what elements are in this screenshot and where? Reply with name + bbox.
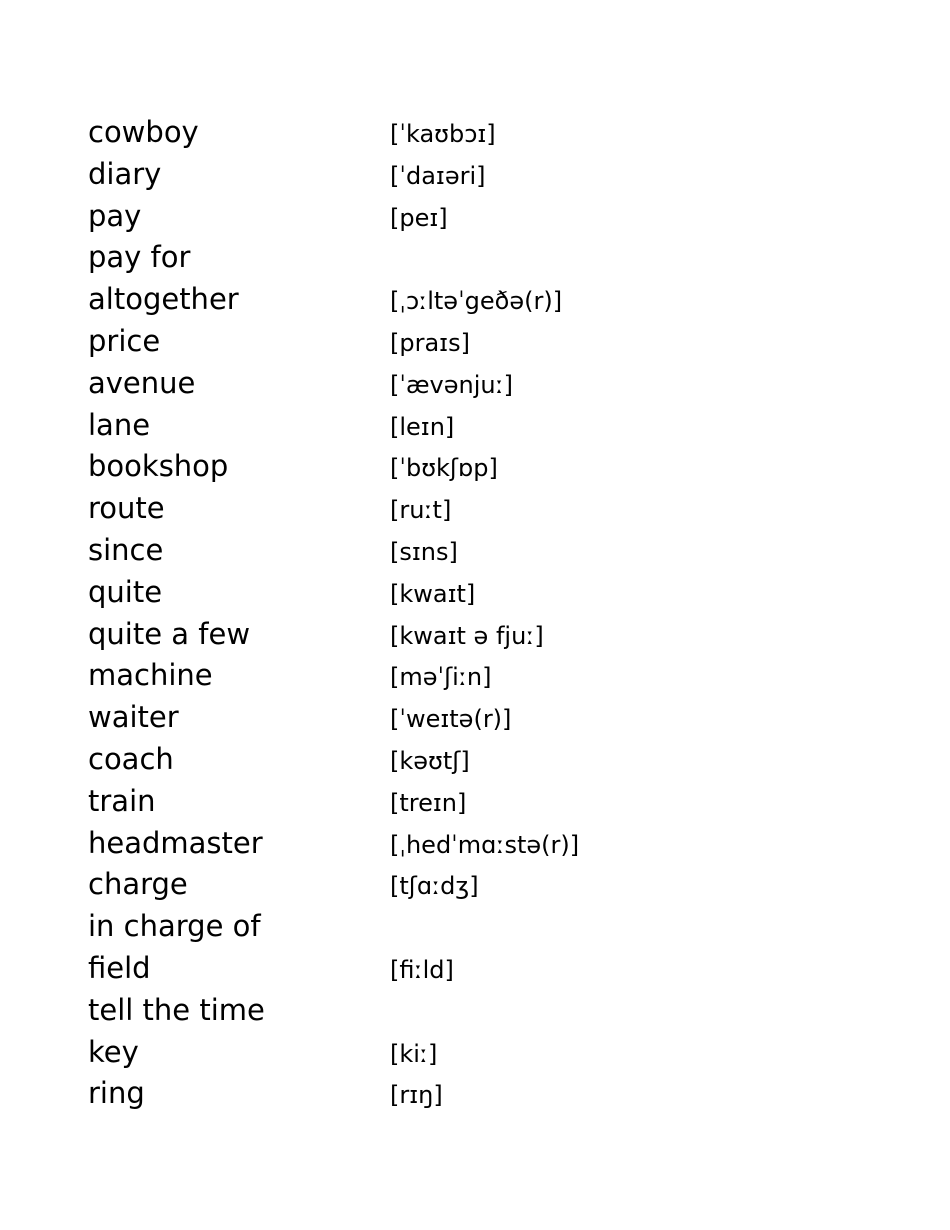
vocab-word: tell the time (88, 992, 265, 1027)
vocab-phonetic: [ruːt] (390, 496, 452, 525)
vocab-word: headmaster (88, 825, 263, 860)
vocab-word: pay (88, 198, 142, 233)
vocab-row (88, 1032, 848, 1074)
vocab-phonetic: [tʃɑːdʒ] (390, 872, 479, 901)
vocab-row (88, 237, 848, 279)
vocab-word: price (88, 323, 161, 358)
vocab-phonetic: [kwaɪt] (390, 579, 476, 608)
vocab-row (88, 948, 848, 990)
vocab-row (88, 823, 848, 865)
vocab-phonetic: [kiː] (390, 1039, 438, 1068)
vocab-row (88, 614, 848, 656)
vocab-phonetic: [ˈævənjuː] (390, 370, 514, 399)
vocab-row (88, 196, 848, 238)
vocab-row (88, 488, 848, 530)
vocab-word: charge (88, 867, 188, 902)
vocab-word: in charge of (88, 909, 261, 944)
vocab-word: quite a few (88, 616, 251, 651)
vocab-phonetic: [treɪn] (390, 788, 467, 817)
vocab-word: diary (88, 156, 162, 191)
vocab-word: altogether (88, 282, 239, 317)
vocab-phonetic: [ˈbʊkʃɒp] (390, 454, 498, 483)
vocab-row (88, 906, 848, 948)
vocab-word: coach (88, 741, 174, 776)
vocab-row (88, 864, 848, 906)
vocab-phonetic: [ˌhedˈmɑːstə(r)] (390, 830, 580, 859)
vocab-word: quite (88, 574, 163, 609)
vocab-phonetic: [ˌɔːltəˈgeðə(r)] (390, 287, 563, 316)
vocab-phonetic: [praɪs] (390, 328, 470, 357)
vocab-row (88, 321, 848, 363)
vocab-phonetic: [rɪŋ] (390, 1081, 443, 1110)
vocab-row (88, 279, 848, 321)
vocab-phonetic: [peɪ] (390, 203, 448, 232)
vocab-word: field (88, 950, 151, 985)
vocab-word: waiter (88, 700, 179, 735)
vocab-phonetic: [məˈʃiːn] (390, 663, 492, 692)
vocab-phonetic: [kwaɪt ə fjuː] (390, 621, 544, 650)
vocab-word: cowboy (88, 115, 199, 149)
vocab-row (88, 154, 848, 196)
vocab-word: train (88, 783, 156, 818)
vocab-row (88, 572, 848, 614)
vocab-row (88, 405, 848, 447)
vocab-word: machine (88, 658, 213, 693)
vocab-row (88, 363, 848, 405)
vocab-row (88, 739, 848, 781)
vocab-word: key (88, 1034, 139, 1069)
vocab-phonetic: [kəʊtʃ] (390, 746, 470, 775)
vocab-word: avenue (88, 365, 196, 400)
vocabulary-list (88, 112, 848, 1115)
vocab-word: ring (88, 1076, 145, 1111)
vocab-row (88, 697, 848, 739)
vocab-row (88, 530, 848, 572)
vocab-row (88, 781, 848, 823)
vocab-phonetic: [fiːld] (390, 955, 454, 984)
vocab-row (88, 990, 848, 1032)
vocab-word: route (88, 491, 165, 526)
vocab-word: pay for (88, 240, 191, 275)
vocab-word: lane (88, 407, 151, 442)
vocab-row (88, 446, 848, 488)
vocab-row (88, 655, 848, 697)
vocab-word: bookshop (88, 449, 229, 484)
vocab-row (88, 112, 848, 154)
vocab-phonetic: [sɪns] (390, 537, 458, 566)
vocab-word: since (88, 532, 164, 567)
vocab-phonetic: [ˈkaʊbɔɪ] (390, 120, 496, 148)
vocab-phonetic: [leɪn] (390, 412, 455, 441)
vocab-row (88, 1073, 848, 1115)
vocab-phonetic: [ˈdaɪəri] (390, 161, 486, 190)
vocab-phonetic: [ˈweɪtə(r)] (390, 705, 512, 734)
